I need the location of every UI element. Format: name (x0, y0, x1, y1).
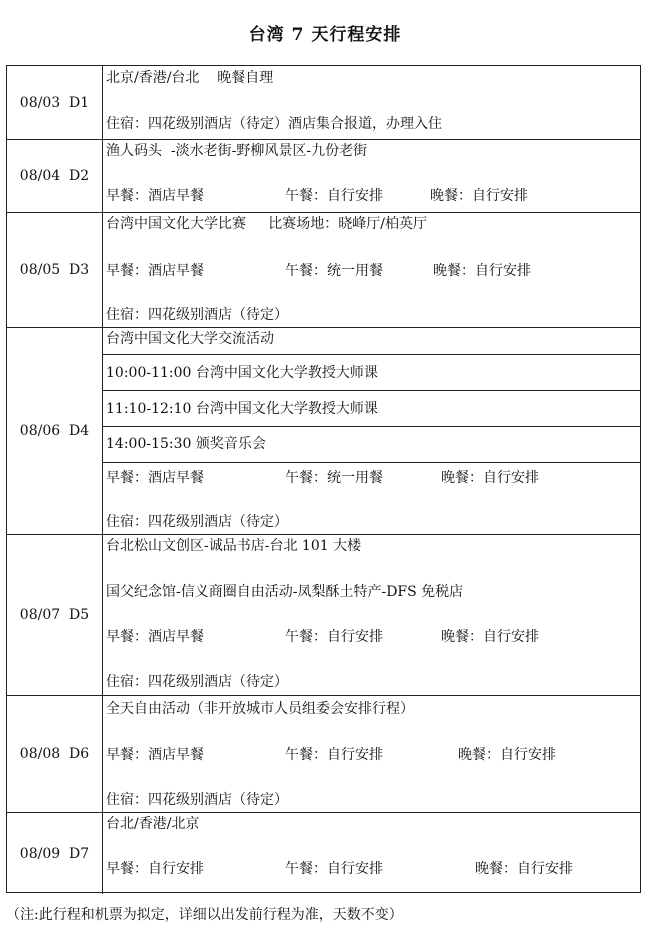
lunch-label: 午餐：自行安排 (285, 629, 383, 645)
day-row-d2 (7, 139, 640, 212)
breakfast-label: 早餐：自行安排 (106, 861, 204, 877)
breakfast-label: 早餐：酒店早餐 (106, 470, 204, 486)
itinerary-line: 台湾中国文化大学比赛 比赛场地：晓峰厅/柏英厅 (106, 216, 427, 232)
page-title: 台湾 7 天行程安排 (248, 25, 402, 45)
row-divider (103, 354, 640, 355)
dinner-label: 晚餐：自行安排 (458, 747, 556, 763)
day-date: 08/09 D7 (7, 813, 103, 894)
itinerary-line: 国父纪念馆-信义商圈自由活动-凤梨酥土特产-DFS 免税店 (106, 584, 464, 600)
breakfast-label: 早餐：酒店早餐 (106, 188, 204, 204)
day-row-d7 (7, 812, 640, 894)
itinerary-line: 台北/香港/北京 (106, 816, 200, 832)
dinner-label: 晚餐：自行安排 (430, 188, 528, 204)
dinner-label: 晚餐：自行安排 (441, 629, 539, 645)
lodging-line: 住宿：四花级别酒店（待定） (106, 307, 288, 323)
day-date: 08/03 D1 (7, 66, 103, 139)
itinerary-line: 台北松山文创区-诚品书店-台北 101 大楼 (106, 538, 362, 554)
itinerary-table (6, 65, 641, 893)
day-row-d6 (7, 695, 640, 812)
day-row-d3 (7, 212, 640, 327)
lunch-label: 午餐：自行安排 (285, 747, 383, 763)
day-row-d5 (7, 534, 640, 695)
day-date: 08/04 D2 (7, 140, 103, 212)
dinner-label: 晚餐：自行安排 (475, 861, 573, 877)
breakfast-label: 早餐：酒店早餐 (106, 263, 204, 279)
lunch-label: 午餐：自行安排 (285, 861, 383, 877)
dinner-label: 晚餐：自行安排 (441, 470, 539, 486)
row-divider (103, 462, 640, 463)
lodging-line: 住宿：四花级别酒店（待定） (106, 792, 288, 808)
itinerary-line: 全天自由活动（非开放城市人员组委会安排行程） (106, 701, 414, 717)
lodging-line: 住宿：四花级别酒店（待定） (106, 514, 288, 530)
itinerary-line: 台湾中国文化大学交流活动 (106, 331, 274, 347)
lodging-line: 住宿：四花级别酒店（待定）酒店集合报道，办理入住 (106, 116, 442, 132)
breakfast-label: 早餐：酒店早餐 (106, 747, 204, 763)
breakfast-label: 早餐：酒店早餐 (106, 629, 204, 645)
day-date: 08/07 D5 (7, 535, 103, 695)
itinerary-line: 渔人码头 -淡水老街-野柳风景区-九份老街 (106, 143, 368, 159)
lunch-label: 午餐：统一用餐 (285, 470, 383, 486)
row-divider (103, 426, 640, 427)
day-date: 08/05 D3 (7, 213, 103, 327)
day-date: 08/08 D6 (7, 696, 103, 812)
row-divider (103, 390, 640, 391)
footnote: （注:此行程和机票为拟定，详细以出发前行程为准，天数不变） (6, 907, 403, 923)
schedule-line: 14:00-15:30 颁奖音乐会 (106, 436, 266, 452)
lunch-label: 午餐：自行安排 (285, 188, 383, 204)
lunch-label: 午餐：统一用餐 (285, 263, 383, 279)
day-row-d4 (7, 327, 640, 534)
dinner-label: 晚餐：自行安排 (433, 263, 531, 279)
day-row-d1 (7, 66, 640, 139)
schedule-line: 11:10-12:10 台湾中国文化大学教授大师课 (106, 401, 378, 417)
day-date: 08/06 D4 (7, 328, 103, 534)
schedule-line: 10:00-11:00 台湾中国文化大学教授大师课 (106, 365, 378, 381)
lodging-line: 住宿：四花级别酒店（待定） (106, 674, 288, 690)
itinerary-line: 北京/香港/台北 晚餐自理 (106, 70, 274, 86)
